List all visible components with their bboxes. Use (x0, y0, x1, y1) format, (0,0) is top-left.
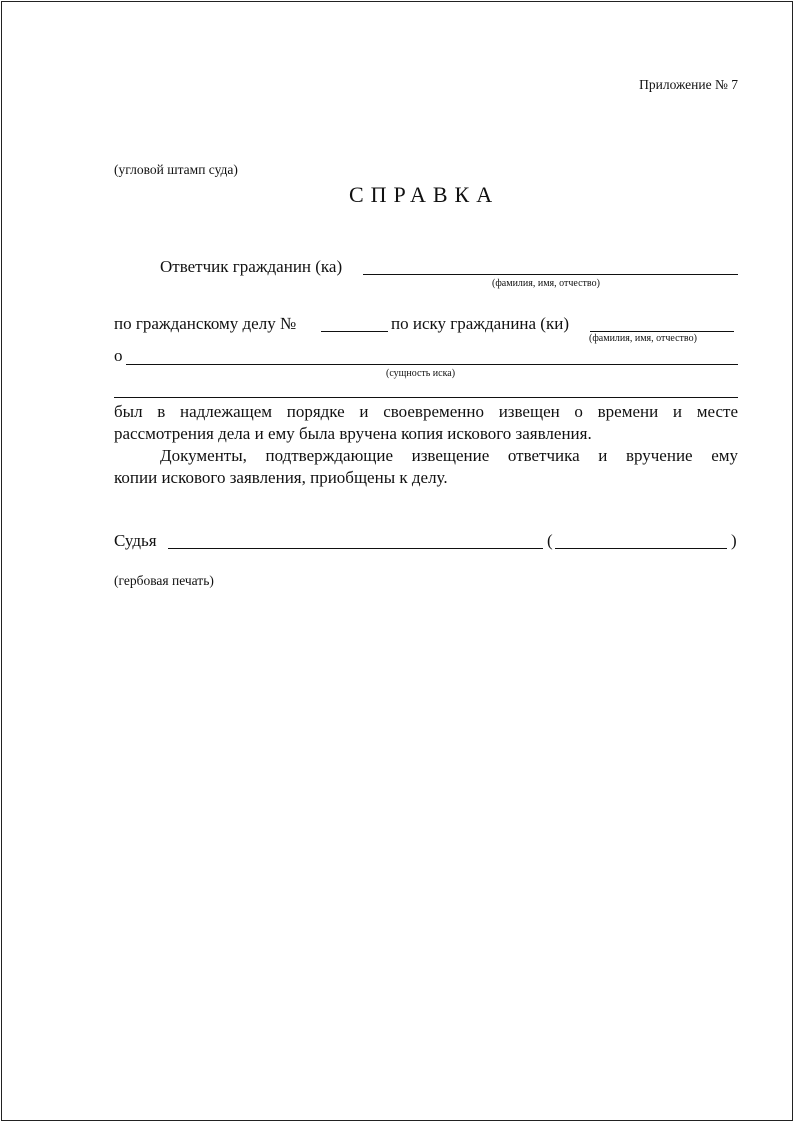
corner-stamp-label: (угловой штамп суда) (114, 162, 238, 177)
plaintiff-name-field[interactable] (590, 331, 734, 332)
document-title: СПРАВКА (349, 182, 500, 207)
defendant-hint: (фамилия, имя, отчество) (492, 278, 600, 289)
claim-essence-field-continued[interactable] (114, 397, 738, 398)
seal-label: (гербовая печать) (114, 573, 214, 588)
paragraph-1-line-2: рассмотрения дела и ему была вручена копия искового заявления. (114, 424, 592, 443)
judge-label: Судья (114, 531, 157, 550)
about-label: о (114, 346, 123, 365)
paren-close: ) (731, 531, 737, 550)
defendant-name-field[interactable] (363, 274, 738, 275)
paren-open: ( (547, 531, 553, 550)
plaintiff-hint: (фамилия, имя, отчество) (589, 333, 697, 344)
case-number-label: по гражданскому делу № (114, 314, 297, 333)
paragraph-1-line-1: был в надлежащем порядке и своевременно извещен о времени и месте (114, 402, 738, 421)
paragraph-2-line-1: Документы, подтверждающие извещение ответчика и вручение ему (160, 446, 738, 465)
claim-label: по иску гражданина (ки) (391, 314, 569, 333)
paragraph-2-line-2: копии искового заявления, приобщены к делу. (114, 468, 448, 487)
claim-essence-hint: (сущность иска) (386, 368, 456, 379)
claim-essence-field[interactable] (126, 364, 738, 365)
case-number-field[interactable] (321, 331, 388, 332)
judge-name-field[interactable] (555, 548, 727, 549)
defendant-label: Ответчик гражданин (ка) (160, 257, 343, 276)
judge-signature-field[interactable] (168, 548, 543, 549)
appendix-number: Приложение № 7 (639, 77, 738, 92)
